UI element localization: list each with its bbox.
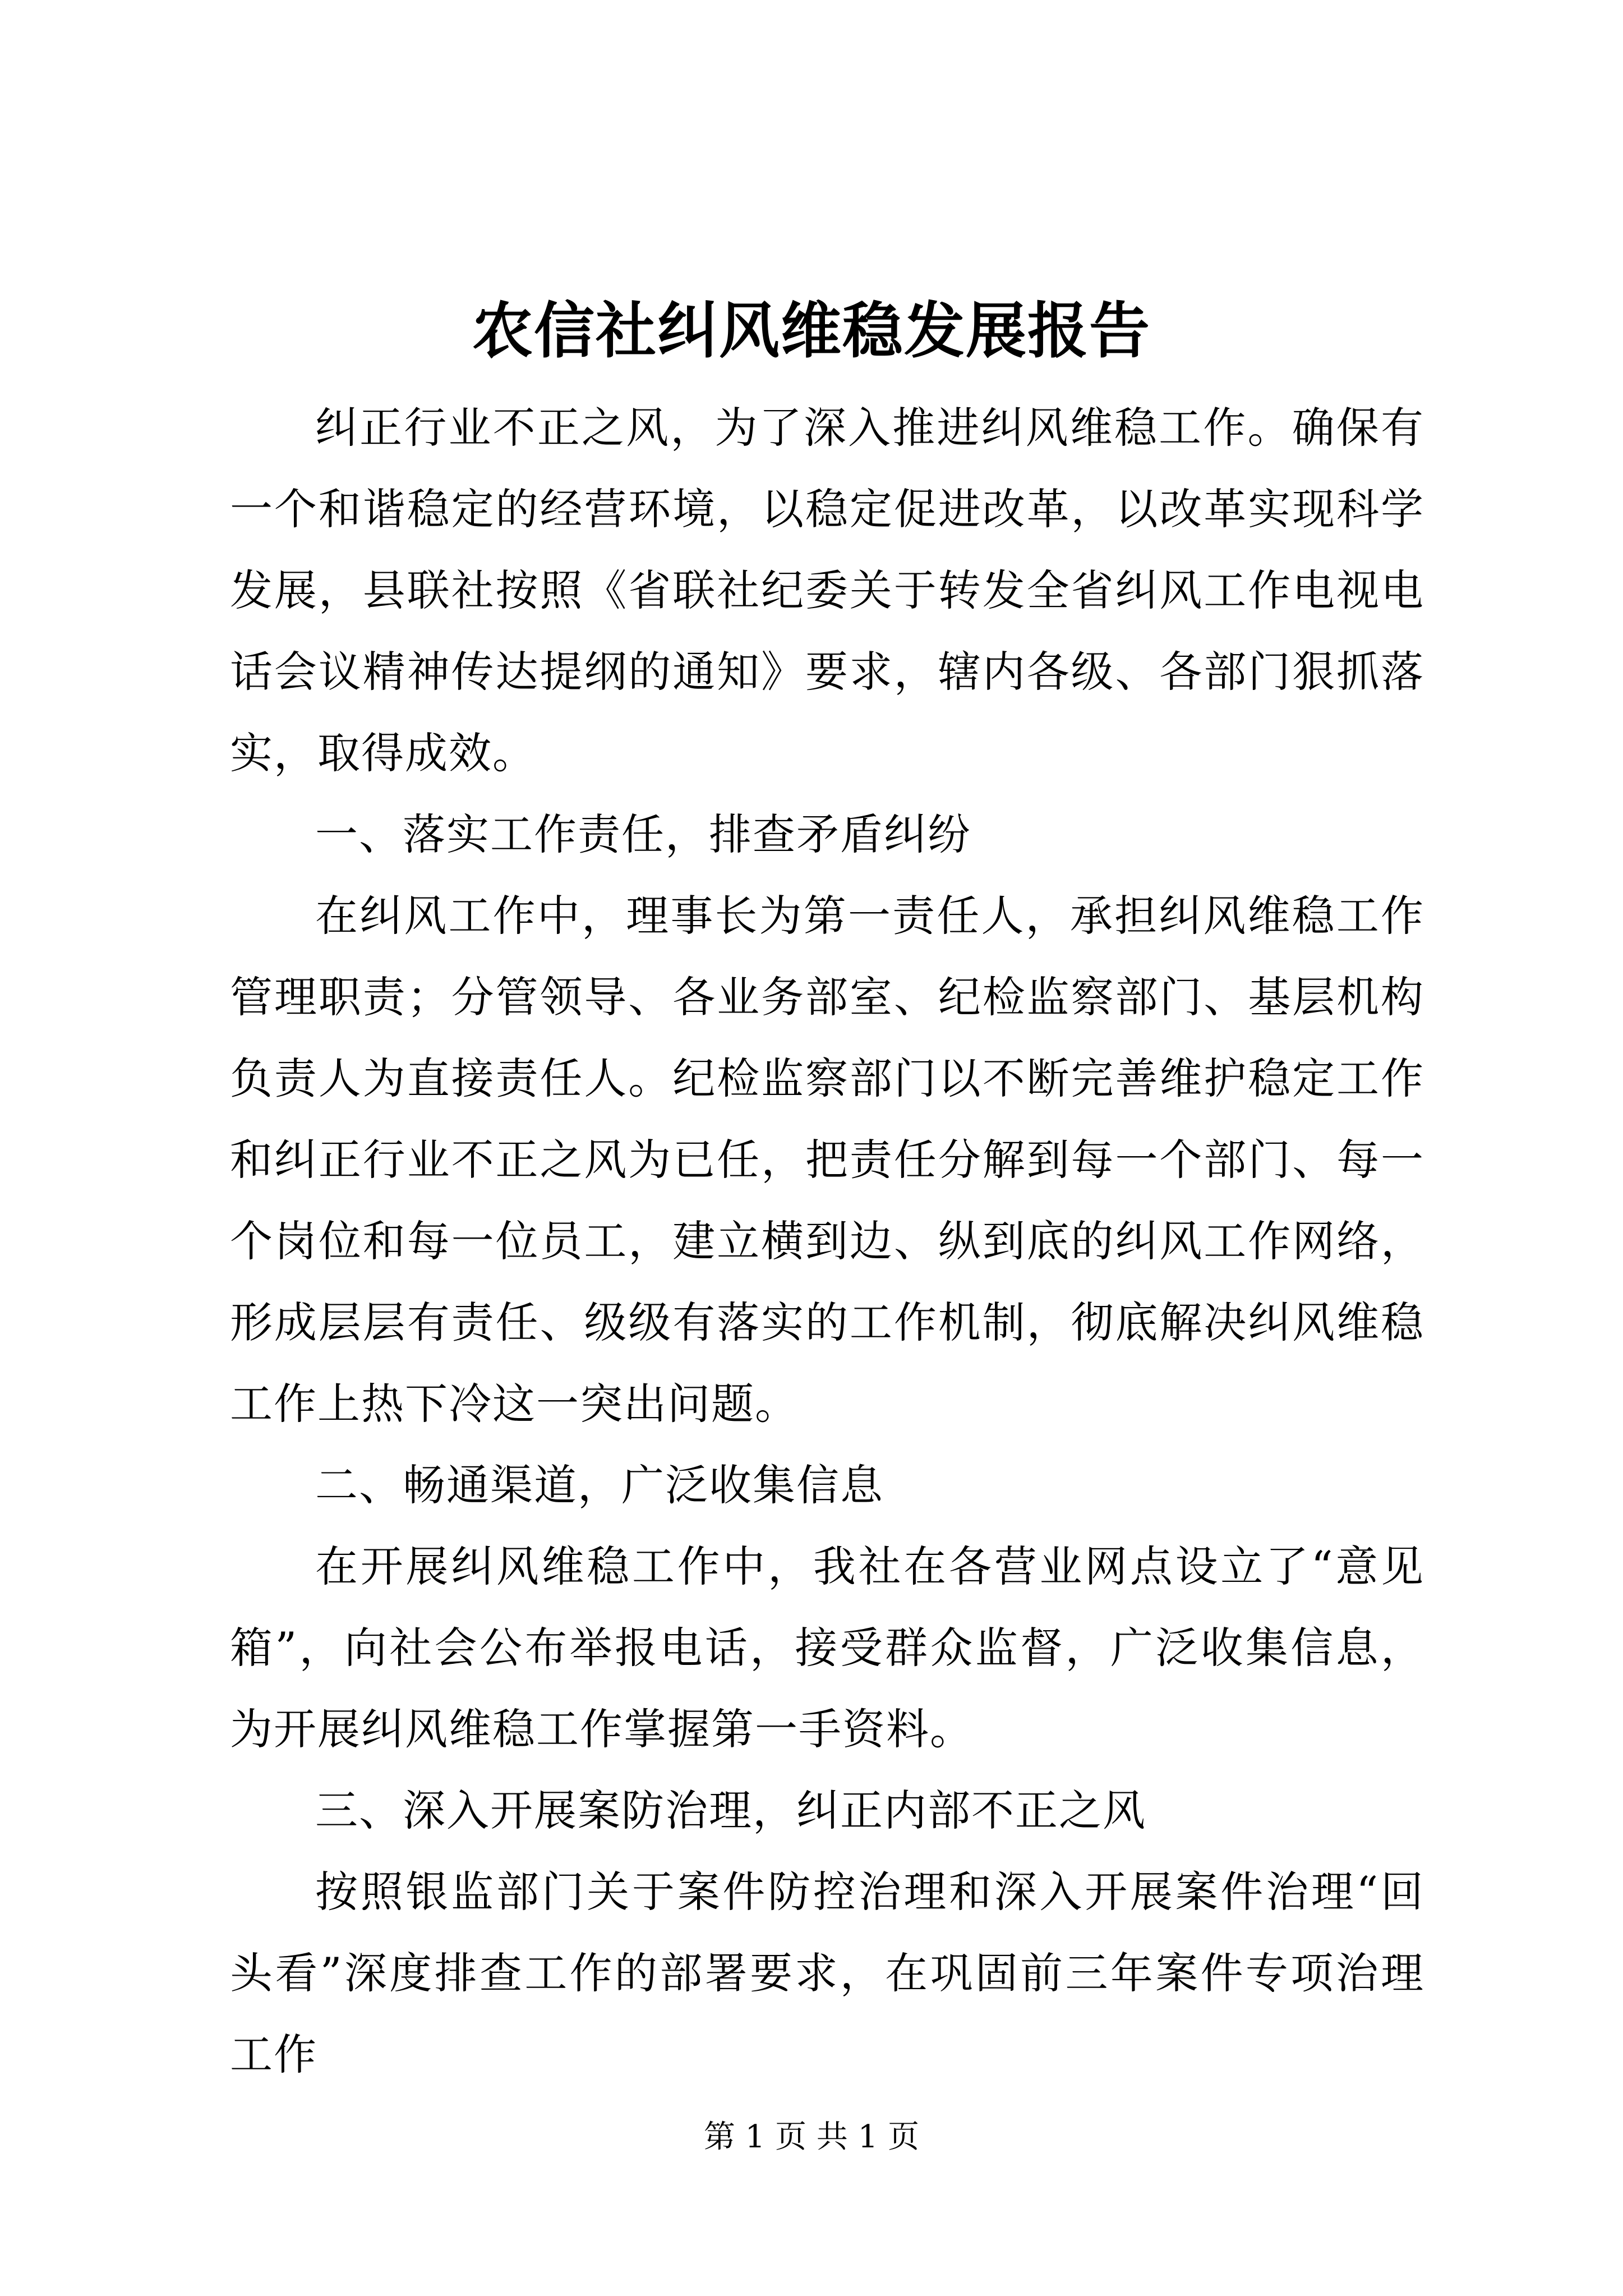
paragraph-section-1: 在纠风工作中，理事长为第一责任人，承担纠风维稳工作管理职责；分管领导、各业务部室、纪检监察部门、基层机构负责人为直接责任人。纪检监察部门以不断完善维护稳定工作和纠正行业不正之风为已任，把责任分解到每一个部门、每一个岗位和每一位员工，建立横到边、纵到底的纠风工作网络，形成层层有责任、级级有落实的工作机制，彻底解决纠风维稳工作上热下冷这一突出问题。 bbox=[230, 891, 1424, 1429]
document-body bbox=[230, 387, 1424, 2095]
paragraph-intro: 纠正行业不正之风，为了深入推进纠风维稳工作。确保有一个和谐稳定的经营环境，以稳定促进改革，以改革实现科学发展，县联社按照《省联社纪委关于转发全省纠风工作电视电话会议精神传达提纲的通知》要求，辖内各级、各部门狠抓落实，取得成效。 bbox=[230, 403, 1424, 778]
document-title: 农信社纠风维稳发展报告 bbox=[472, 296, 1151, 366]
paragraph-section-3: 按照银监部门关于案件防控治理和深入开展案件治理“回头看”深度排查工作的部署要求，在巩固前三年案件专项治理工作 bbox=[230, 1867, 1424, 2079]
page-footer: 第 1 页 共 1 页 bbox=[703, 2119, 920, 2155]
section-heading-1: 一、落实工作责任，排查矛盾纠纷 bbox=[315, 809, 971, 859]
paragraph-section-2: 在开展纠风维稳工作中，我社在各营业网点设立了“意见箱”，向社会公布举报电话，接受群众监督，广泛收集信息，为开展纠风维稳工作掌握第一手资料。 bbox=[230, 1542, 1424, 1754]
section-heading-3: 三、深入开展案防治理，纠正内部不正之风 bbox=[315, 1786, 1146, 1835]
section-heading-2: 二、畅通渠道，广泛收集信息 bbox=[315, 1460, 884, 1510]
